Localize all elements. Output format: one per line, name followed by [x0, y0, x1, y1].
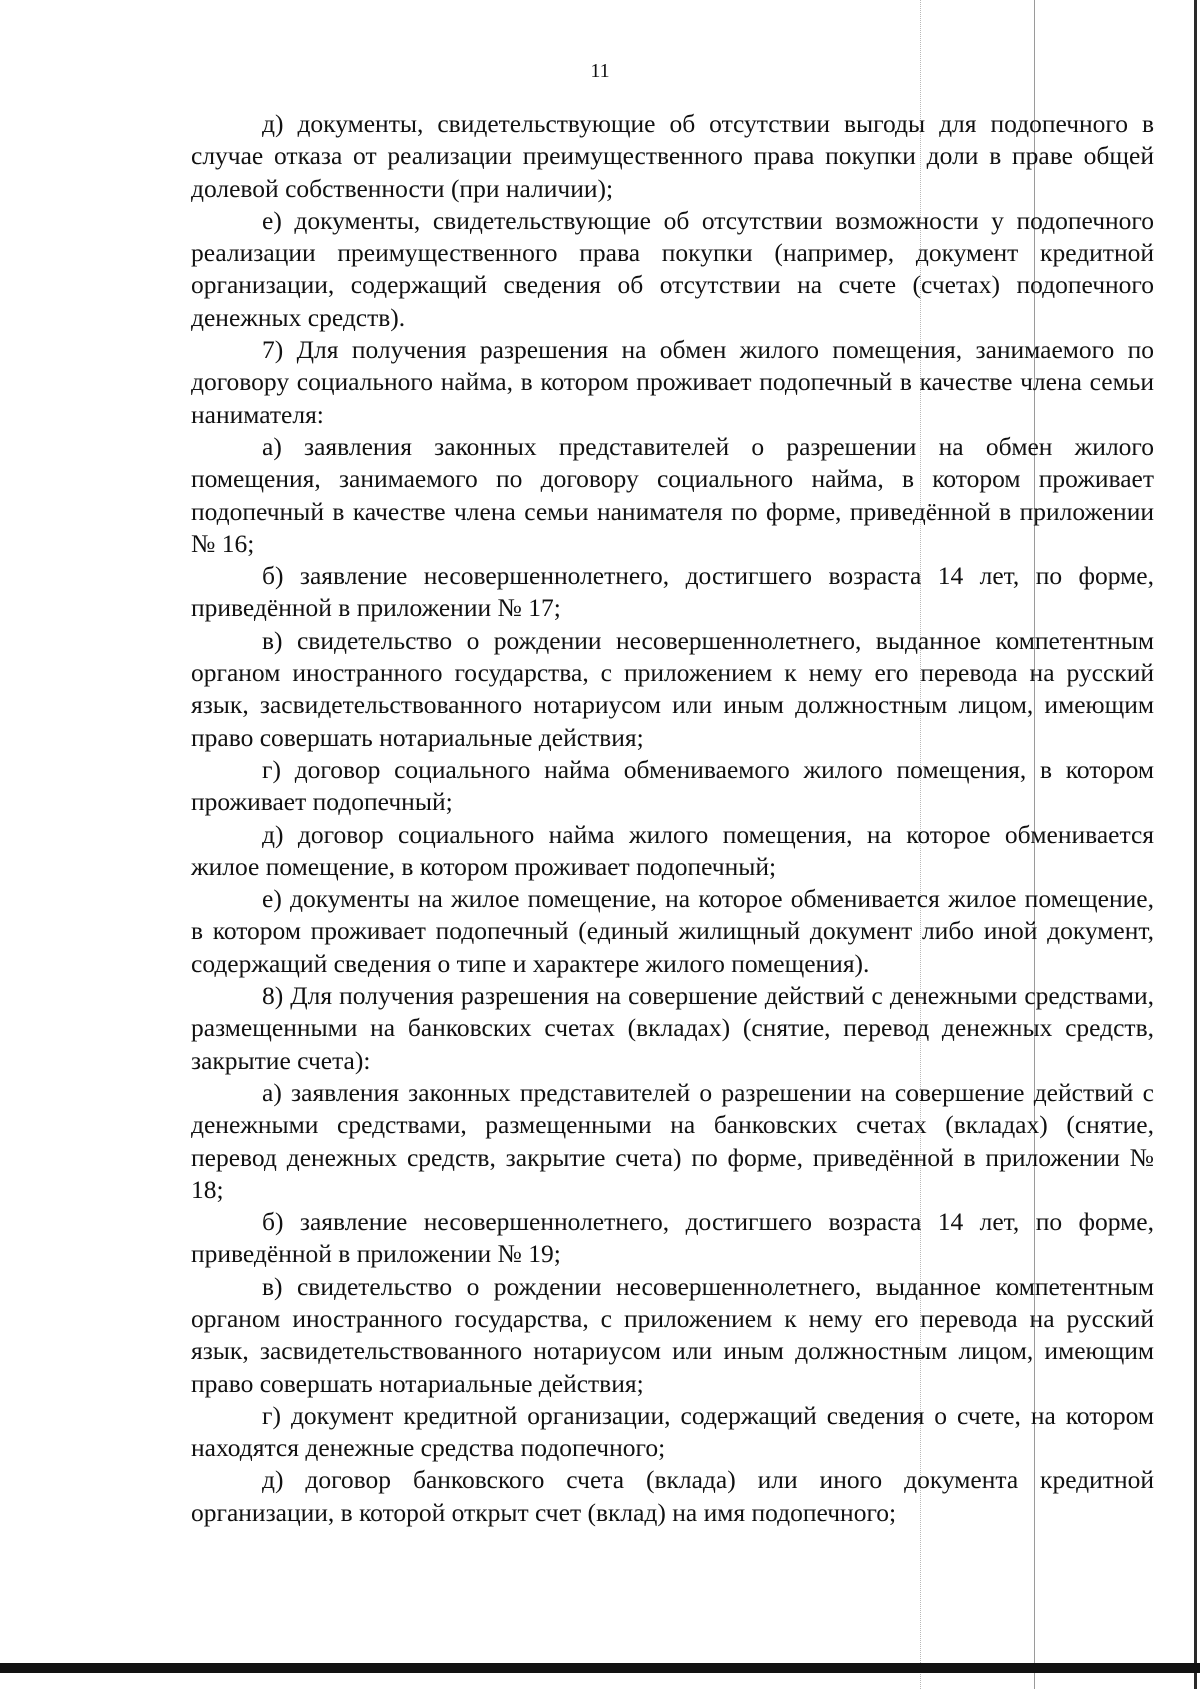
paragraph: д) договор социального найма жилого помещения, на которое обменивается жилое помещение, в котором проживает подопечный;	[191, 819, 1154, 881]
paragraph: д) документы, свидетельствующие об отсутствии выгоды для подопечного в случае отказа от реализации преимущественного права покупки доли в праве общей долевой собственности (при наличии);	[191, 109, 1154, 203]
paragraph: д) договор банковского счета (вклада) или иного документа кредитной организации, в которой открыт счет (вклад) на имя подопечного;	[191, 1465, 1154, 1527]
paragraph: г) договор социального найма обмениваемого жилого помещения, в котором проживает подопечный;	[191, 754, 1154, 817]
page-number: 11	[590, 60, 610, 82]
paragraph: а) заявления законных представителей о разрешении на обмен жилого помещения, занимаемого по договору социального найма, в котором проживает подопечный в качестве члена семьи нанимателя по форме, приведённой в приложении № 16;	[191, 431, 1154, 558]
paragraph: е) документы на жилое помещение, на которое обменивается жилое помещение, в котором проживает подопечный (единый жилищный документ либо иной документ, содержащий сведения о типе и характере жилого помещения).	[191, 884, 1154, 978]
paragraph: 8) Для получения разрешения на совершение действий с денежными средствами, размещенными на банковских счетах (вкладах) (снятие, перевод денежных средств, закрытие счета):	[191, 981, 1154, 1075]
scan-bottom-border	[0, 1663, 1200, 1673]
paragraph: г) документ кредитной организации, содержащий сведения о счете, на котором находятся денежные средства подопечного;	[191, 1400, 1154, 1463]
document-body	[191, 108, 1154, 1529]
paragraph: в) свидетельство о рождении несовершеннолетнего, выданное компетентным органом иностранного государства, с приложением к нему его перевода на русский язык, засвидетельствованного нотариусом или иным должностным лицом, имеющим право совершать нотариальные действия;	[191, 625, 1154, 752]
scan-right-edge	[1194, 0, 1197, 1689]
paragraph: в) свидетельство о рождении несовершеннолетнего, выданное компетентным органом иностранного государства, с приложением к нему его перевода на русский язык, засвидетельствованного нотариусом или иным должностным лицом, имеющим право совершать нотариальные действия;	[191, 1271, 1154, 1398]
paragraph: а) заявления законных представителей о разрешении на совершение действий с денежными средствами, размещенными на банковских счетах (вкладах) (снятие, перевод денежных средств, закрытие счета) по форме, приведённой в приложении № 18;	[191, 1077, 1154, 1204]
paragraph: б) заявление несовершеннолетнего, достигшего возраста 14 лет, по форме, приведённой в приложении № 19;	[191, 1207, 1154, 1269]
paragraph: е) документы, свидетельствующие об отсутствии возможности у подопечного реализации преимущественного права покупки (например, документ кредитной организации, содержащий сведения об отсутствии на счете (счетах) подопечного денежных средств).	[191, 205, 1154, 332]
paragraph: 7) Для получения разрешения на обмен жилого помещения, занимаемого по договору социального найма, в котором проживает подопечный в качестве члена семьи нанимателя:	[191, 335, 1154, 429]
paragraph: б) заявление несовершеннолетнего, достигшего возраста 14 лет, по форме, приведённой в приложении № 17;	[191, 561, 1154, 623]
